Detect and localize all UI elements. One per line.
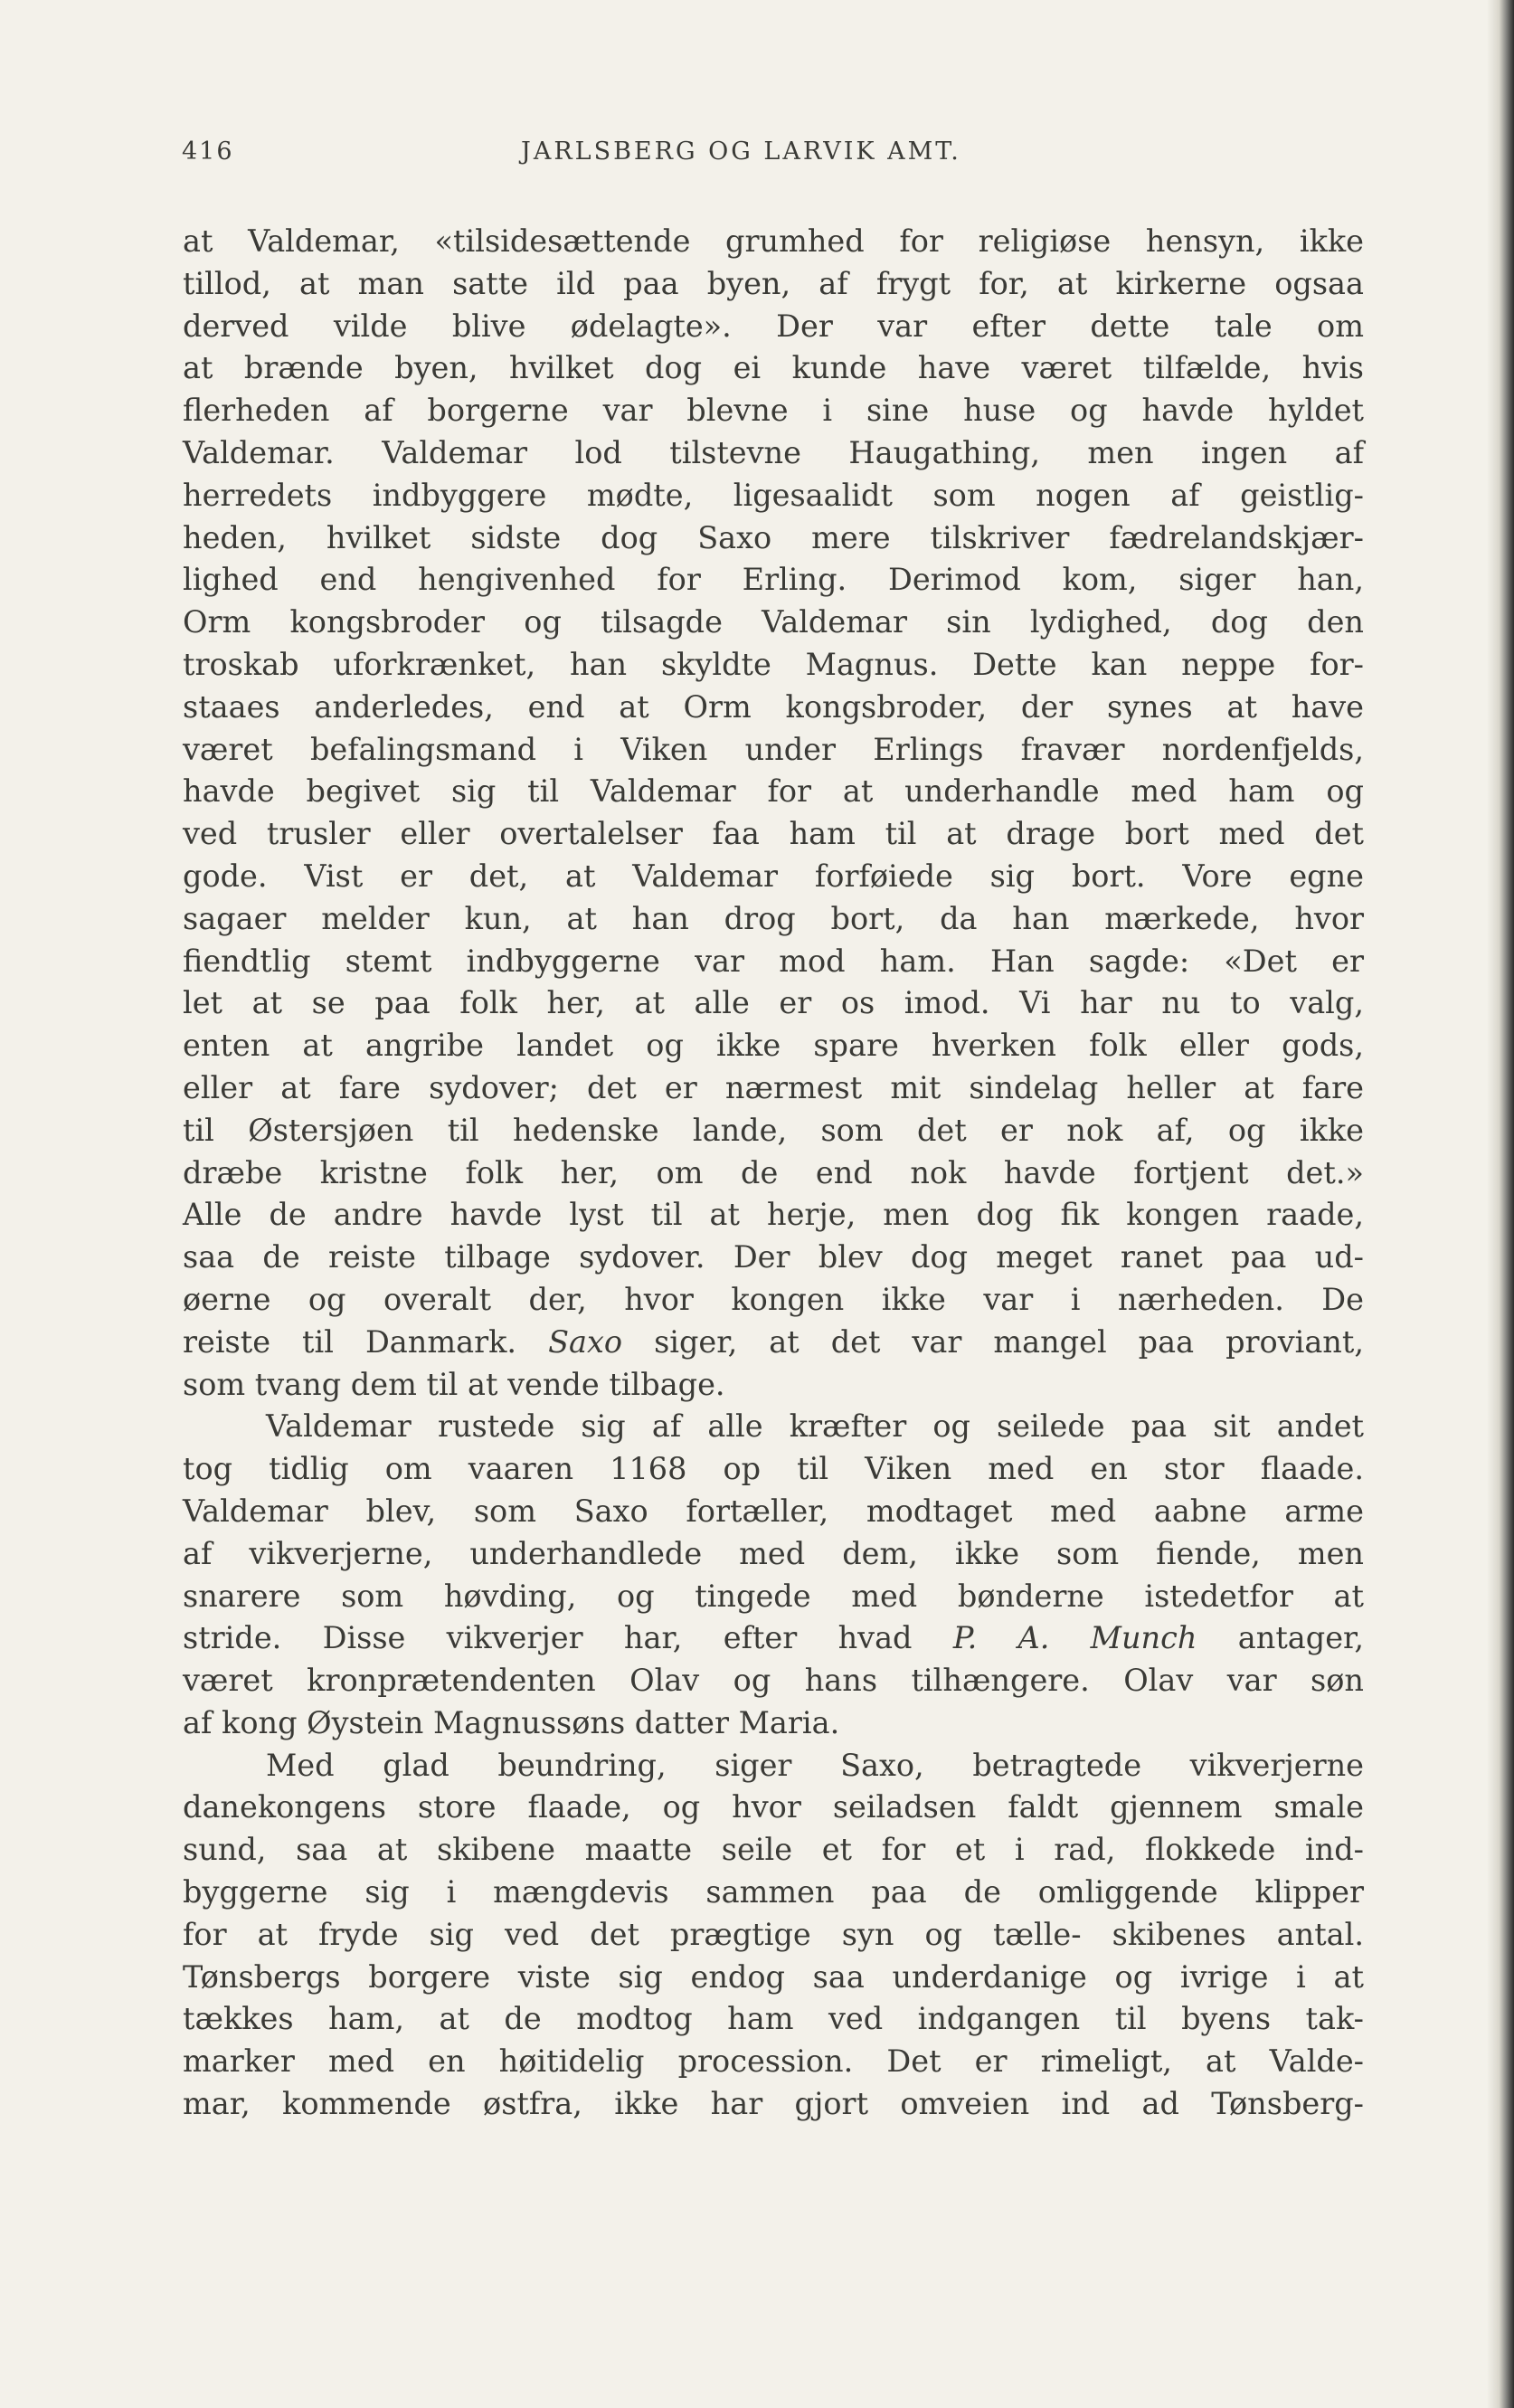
text-line: tillod, at man satte ild paa byen, af frygt for, at kirkerne ogsaa <box>183 265 1364 301</box>
text-line: for at fryde sig ved det prægtige syn og tælle- skibenes antal. <box>183 1916 1364 1952</box>
text-line: lighed end hengivenhed for Erling. Derimod kom, siger han, <box>183 562 1364 598</box>
text-line: Valdemar. Valdemar lod tilstevne Haugathing, men ingen af <box>183 434 1364 470</box>
text-line: fiendtlig stemt indbyggerne var mod ham. Han sagde: «Det er <box>183 943 1364 979</box>
text-line: mar, kommende østfra, ikke har gjort omveien ind ad Tønsberg- <box>183 2086 1364 2122</box>
text-line: at Valdemar, «tilsidesættende grumhed for religiøse hensyn, ikke <box>183 223 1364 259</box>
text-line: Alle de andre havde lyst til at herje, men dog fik kongen raade, <box>183 1197 1364 1233</box>
text-line: været befalingsmand i Viken under Erlings fravær nordenfjelds, <box>183 731 1364 767</box>
text-line: snarere som høvding, og tingede med bønderne istedetfor at <box>183 1578 1364 1614</box>
text-line: til Østersjøen til hedenske lande, som det er nok af, og ikke <box>183 1112 1364 1148</box>
page-header <box>182 137 1358 174</box>
text-line-with-italic <box>183 1322 1364 1364</box>
book-spine-shadow <box>1487 0 1514 2408</box>
text-line: tog tidlig om vaaren 1168 op til Viken med en stor flaade. <box>183 1451 1364 1487</box>
text-segment: siger, at det var mangel paa proviant, <box>654 1323 1364 1360</box>
text-line: let at se paa folk her, at alle er os imod. Vi har nu to valg, <box>183 985 1364 1021</box>
text-segment: reiste til Danmark. <box>183 1323 517 1360</box>
text-line: eller at fare sydover; det er nærmest mit sindelag heller at fare <box>183 1069 1364 1105</box>
italic-name-munch: P. A. Munch <box>952 1620 1197 1656</box>
text-line: Valdemar blev, som Saxo fortæller, modtaget med aabne arme <box>183 1493 1364 1529</box>
text-line: byggerne sig i mængdevis sammen paa de omliggende klipper <box>183 1874 1364 1910</box>
text-line: danekongens store flaade, og hvor seiladsen faldt gjennem smale <box>183 1789 1364 1825</box>
text-line: flerheden af borgerne var blevne i sine huse og havde hyldet <box>183 393 1364 429</box>
text-line: ved trusler eller overtalelser faa ham til at drage bort med det <box>183 816 1364 852</box>
text-line: at brænde byen, hvilket dog ei kunde have været tilfælde, hvis <box>183 350 1364 386</box>
italic-name-saxo: Saxo <box>548 1323 623 1360</box>
text-line: været kronprætendenten Olav og hans tilhængere. Olav var søn <box>183 1663 1364 1699</box>
text-line: troskab uforkrænket, han skyldte Magnus. Dette kan neppe for- <box>183 646 1364 682</box>
text-line: derved vilde blive ødelagte». Der var efter dette tale om <box>183 308 1364 344</box>
text-line: sagaer melder kun, at han drog bort, da han mærkede, hvor <box>183 900 1364 936</box>
text-line: havde begivet sig til Valdemar for at underhandle med ham og <box>183 773 1364 810</box>
running-head: JARLSBERG OG LARVIK AMT. <box>521 137 961 166</box>
page-number: 416 <box>182 137 234 166</box>
text-line: sund, saa at skibene maatte seile et for et i rad, flokkede ind- <box>183 1832 1364 1868</box>
text-line: Orm kongsbroder og tilsagde Valdemar sin lydighed, dog den <box>183 604 1364 640</box>
text-line: som tvang dem til at vende tilbage. <box>183 1366 725 1402</box>
text-segment: antager, <box>1237 1620 1364 1656</box>
paragraph-start-line: Valdemar rustede sig af alle kræfter og seilede paa sit andet <box>266 1408 1364 1445</box>
text-line-with-italic <box>183 1617 1364 1660</box>
text-line: marker med en høitidelig procession. Det er rimeligt, at Valde- <box>183 2043 1364 2080</box>
text-line: af vikverjerne, underhandlede med dem, ikke som fiende, men <box>183 1535 1364 1571</box>
text-line: heden, hvilket sidste dog Saxo mere tilskriver fædrelandskjær- <box>183 519 1364 555</box>
text-line: gode. Vist er det, at Valdemar forføiede sig bort. Vore egne <box>183 858 1364 894</box>
text-line: staaes anderledes, end at Orm kongsbroder, der synes at have <box>183 688 1364 725</box>
paragraph-start-line: Med glad beundring, siger Saxo, betragtede vikverjerne <box>266 1747 1364 1783</box>
body-text <box>183 221 1364 2126</box>
text-line: dræbe kristne folk her, om de end nok havde fortjent det.» <box>183 1154 1364 1190</box>
text-line: af kong Øystein Magnussøns datter Maria. <box>183 1704 840 1740</box>
text-line: Tønsbergs borgere viste sig endog saa underdanige og ivrige i at <box>183 1958 1364 1995</box>
text-line: øerne og overalt der, hvor kongen ikke var i nærheden. De <box>183 1281 1364 1317</box>
text-line: saa de reiste tilbage sydover. Der blev dog meget ranet paa ud- <box>183 1239 1364 1275</box>
text-line: herredets indbyggere mødte, ligesaalidt som nogen af geistlig- <box>183 477 1364 513</box>
text-segment: stride. Disse vikverjer har, efter hvad <box>183 1620 913 1656</box>
text-line: tækkes ham, at de modtog ham ved indgangen til byens tak- <box>183 2001 1364 2037</box>
text-line: enten at angribe landet og ikke spare hverken folk eller gods, <box>183 1028 1364 1064</box>
